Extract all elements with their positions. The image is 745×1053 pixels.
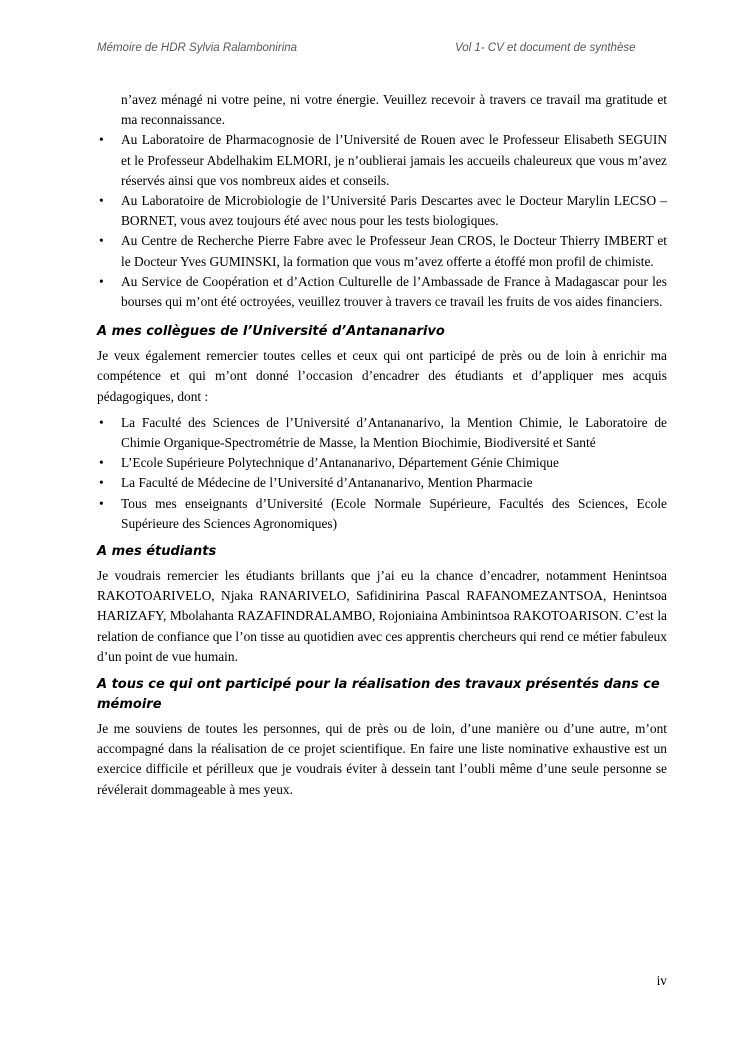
header-left: Mémoire de HDR Sylvia Ralambonirina — [97, 42, 298, 54]
paragraph-colleagues: Je veux également remercier toutes celles et ceux qui ont participé de près ou de loin à enrichir ma compétence et qui m’ont donné l’occasion d’encadrer des étudiants et d’appliquer mes acquis pédagogiques, dont : — [97, 348, 667, 404]
bullet: • — [99, 193, 104, 209]
list-item — [97, 413, 667, 453]
paragraph-all: Je me souviens de toutes les personnes, qui de près ou de loin, d’une manière ou d’une autre, m’ont accompagné dans la réalisation de ce projet scientifique. En faire une liste nominative exhaustive est un exercice difficile et périlleux que je voudrais éviter à dessein tant l’oubli même d’une seule personne se révélerait dommageable à mes yeux. — [97, 721, 667, 797]
section-title-all: A tous ce qui ont participé pour la réalisation des travaux présentés dans ce mémoire — [97, 677, 660, 713]
list-item-text: Au Laboratoire de Pharmacognosie de l’Université de Rouen avec le Professeur Elisabeth SEGUIN et le Professeur Abdelhakim ELMORI, je n’oublierai jamais les accueils chaleureux que vous m’avez réservés ainsi que vos nombreux aides et conseils. — [121, 132, 667, 188]
list-item — [97, 473, 667, 493]
bullet: • — [99, 495, 104, 511]
list-item — [97, 90, 667, 130]
bullet: • — [99, 233, 104, 249]
bullet: • — [99, 132, 104, 148]
list-item — [97, 130, 667, 191]
list-item — [97, 231, 667, 271]
bullet: • — [99, 273, 104, 289]
list-item-text: Au Laboratoire de Microbiologie de l’Université Paris Descartes avec le Docteur Marylin LECSO – BORNET, vous avez toujours été avec nous pour les tests biologiques. — [121, 193, 667, 229]
list-item — [97, 191, 667, 231]
list-item — [97, 494, 667, 534]
bullet: • — [99, 455, 104, 471]
list-item-text: L’Ecole Supérieure Polytechnique d’Antananarivo, Département Génie Chimique — [121, 455, 559, 471]
list-item-text: Tous mes enseignants d’Université (Ecole Normale Supérieure, Facultés des Sciences, Ecole Supérieure des Sciences Agronomiques) — [121, 495, 667, 531]
paragraph-students: Je voudrais remercier les étudiants brillants que j’ai eu la chance d’encadrer, notamment Henintsoa RAKOTOARIVELO, Njaka RANARIVELO, Safidinirina Pascal RAFANOMEZANTSOA, Henintsoa HARIZAFY, Mbolahanta RAZAFINDRALAMBO, Rojoniaina Ambinintsoa RAKOTOARISON. C’est la relation de confiance que l’on tisse au quotidien avec ces apprentis chercheurs qui rend ce métier fabuleux d’un point de vue humain. — [97, 568, 667, 664]
colleagues-list — [97, 413, 667, 534]
page-header — [97, 42, 653, 58]
page-content — [97, 90, 667, 806]
header-right: Vol 1- CV et document de synthèse — [455, 42, 636, 54]
list-item-text: La Faculté des Sciences de l’Université d’Antananarivo, la Mention Chimie, le Laboratoire de Chimie Organique-Spectrométrie de Masse, la Mention Biochimie, Biodiversité et Santé — [121, 414, 667, 451]
list-item — [97, 272, 667, 312]
list-item — [97, 453, 667, 473]
page-number: iv — [656, 973, 667, 988]
section-title-colleagues: A mes collègues de l’Université d’Antananarivo — [97, 324, 445, 340]
list-item-text: Au Service de Coopération et d’Action Culturelle de l’Ambassade de France à Madagascar pour les bourses qui m’ont été octroyées, veuillez trouver à travers ce travail les fruits de vos aides financiers. — [121, 273, 667, 310]
bullet: • — [99, 414, 104, 430]
list-item-text: La Faculté de Médecine de l’Université d’Antananarivo, Mention Pharmacie — [121, 475, 533, 491]
intro-list — [97, 90, 667, 312]
list-item-text: Au Centre de Recherche Pierre Fabre avec le Professeur Jean CROS, le Docteur Thierry IMBERT et le Docteur Yves GUMINSKI, la formation que vous m’avez offerte a étoffé mon profil de chimiste. — [121, 233, 667, 269]
bullet: • — [99, 475, 104, 491]
list-item-text: n’avez ménagé ni votre peine, ni votre énergie. Veuillez recevoir à travers ce travail ma gratitude et ma reconnaissance. — [121, 92, 667, 128]
section-title-students: A mes étudiants — [97, 544, 217, 560]
